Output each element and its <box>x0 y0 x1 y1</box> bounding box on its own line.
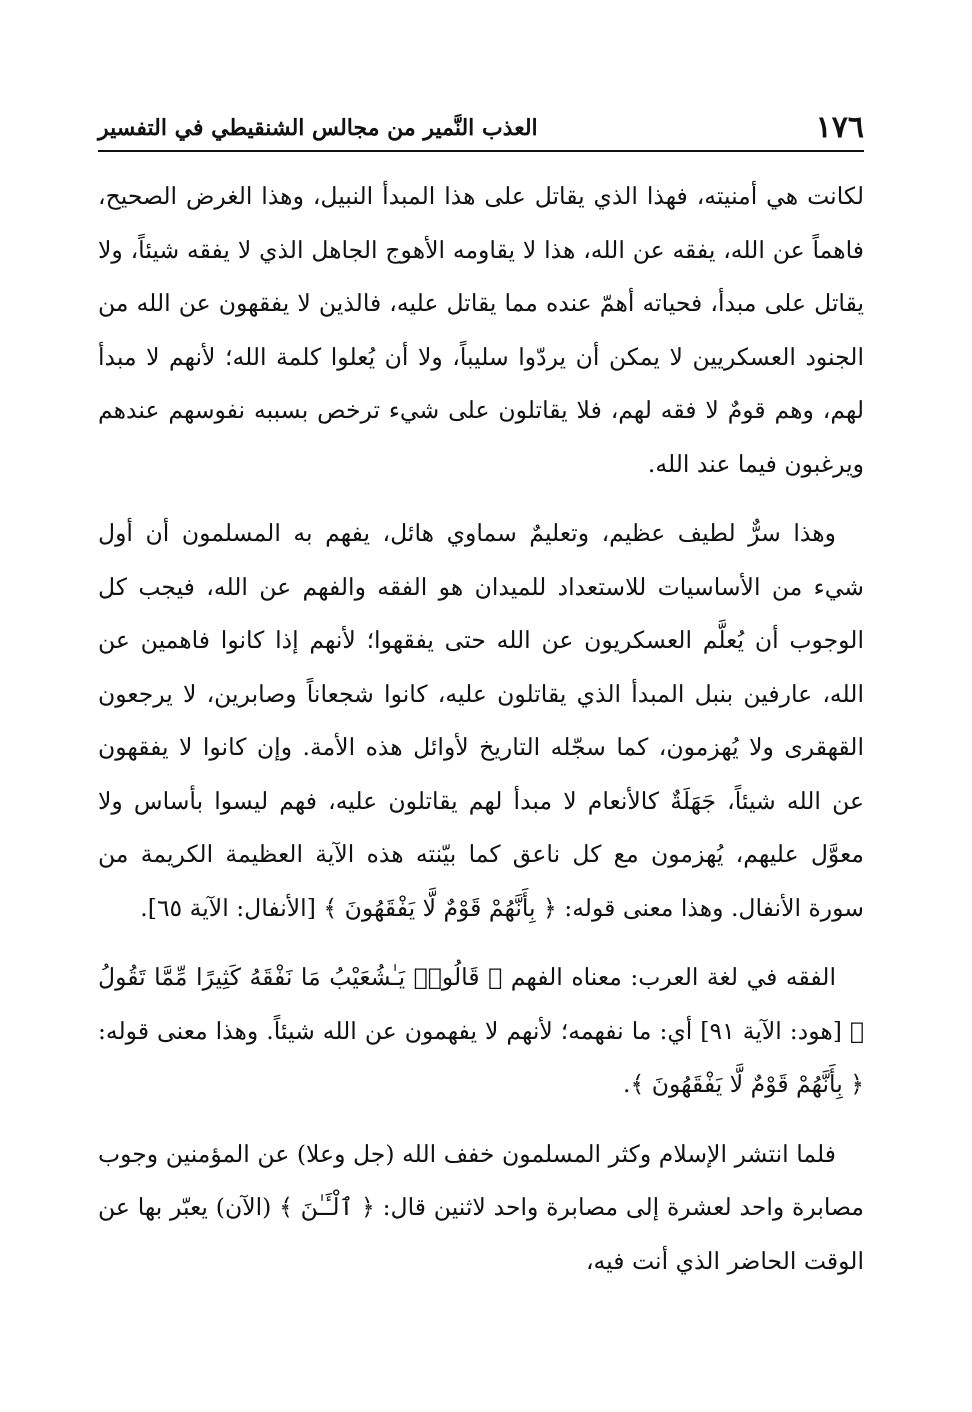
running-title: العذب النَّمير من مجالس الشنقيطي في التفسير <box>98 115 538 141</box>
page-number: ١٧٦ <box>815 110 864 145</box>
header-rule <box>98 150 864 152</box>
paragraph: لكانت هي أمنيته، فهذا الذي يقاتل على هذا المبدأ النبيل، وهذا الغرض الصحيح، فاهماً عن الله، يفقه عن الله، هذا لا يقاومه الأهوج الجاهل الذي لا يفقه شيئاً، ولا يقاتل على مبدأ، فحياته أهمّ عنده مما يقاتل عليه، فالذين لا يفقهون عن الله من الجنود العسكريين لا يمكن أن يردّوا سليباً، ولا أن يُعلوا كلمة الله؛ لأنهم لا مبدأ لهم، وهم قومٌ لا فقه لهم، فلا يقاتلون على شيء ترخص بسببه نفوسهم عندهم ويرغبون فيما عند الله. <box>98 182 864 478</box>
paragraph: الفقه في لغة العرب: معناه الفهم ﴿ قَالُوا۟ يَـٰشُعَيْبُ مَا نَفْقَهُ كَثِيرًا مِّمَّا تَقُولُ ﴾ [هود: الآية ٩١] أي: ما نفهمه؛ لأنهم لا يفهمون عن الله شيئاً. وهذا معنى قوله: ﴿ بِأَنَّهُمْ قَوْمٌ لَّا يَفْقَهُونَ ﴾. <box>98 963 864 1098</box>
paragraph: وهذا سرٌّ لطيف عظيم، وتعليمٌ سماوي هائل، يفهم به المسلمون أن أول شيء من الأساسيات للاستعداد للميدان هو الفقه والفهم عن الله، فيجب كل الوجوب أن يُعلَّم العسكريون عن الله حتى يفقهوا؛ لأنهم إذا كانوا فاهمين عن الله، عارفين بنبل المبدأ الذي يقاتلون عليه، كانوا شجعاناً وصابرين، لا يرجعون القهقرى ولا يُهزمون، كما سجّله التاريخ لأوائل هذه الأمة. وإن كانوا لا يفقهون عن الله شيئاً، جَهَلَةٌ كالأنعام لا مبدأ لهم يقاتلون عليه، فهم ليسوا بأساس ولا معوَّل عليهم، يُهزمون مع كل ناعق كما بيّنته هذه الآية العظيمة الكريمة من سورة الأنفال. وهذا معنى قوله: ﴿ بِأَنَّهُمْ قَوْمٌ لَّا يَفْقَهُونَ ﴾ [الأنفال: الآية ٦٥]. <box>98 519 864 922</box>
page-header <box>98 108 864 148</box>
body-text <box>98 170 864 1304</box>
paragraph: فلما انتشر الإسلام وكثر المسلمون خفف الله (جل وعلا) عن المؤمنين وجوب مصابرة واحد لعشرة إلى مصابرة واحد لاثنين قال: ﴿ ٱلْـَٔـٰنَ ﴾ (الآن) يعبّر بها عن الوقت الحاضر الذي أنت فيه، <box>98 1139 864 1275</box>
